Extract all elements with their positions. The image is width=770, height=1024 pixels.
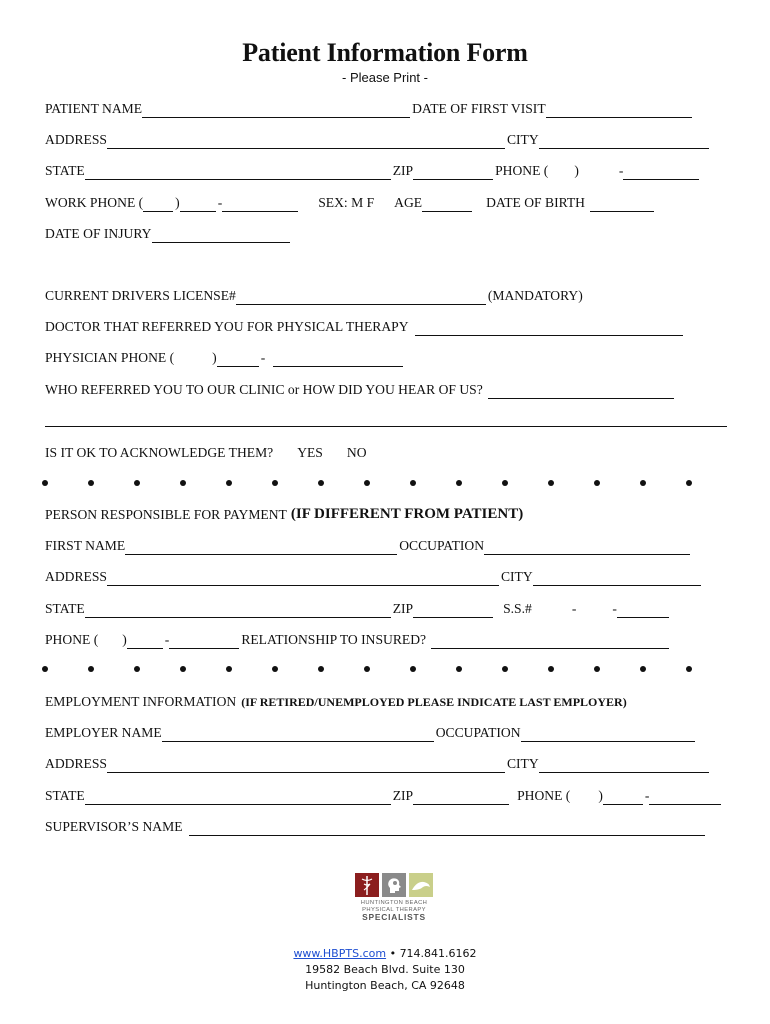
separator-dot [502, 666, 508, 672]
separator-dot [594, 480, 600, 486]
website-link[interactable]: www.HBPTS.com [293, 947, 387, 960]
separator-dot [42, 480, 48, 486]
dot-separator [42, 666, 692, 676]
separator-dot [686, 480, 692, 486]
label-employer: EMPLOYER NAME [45, 725, 162, 740]
license-field[interactable] [236, 290, 486, 305]
work-dash: - [217, 195, 223, 210]
label-state: STATE [45, 788, 85, 803]
separator-dot [226, 480, 232, 486]
label-license: CURRENT DRIVERS LICENSE# [45, 288, 236, 303]
separator-dot [180, 480, 186, 486]
separator-dot [42, 666, 48, 672]
employer-field[interactable] [162, 727, 434, 742]
row-responsible-name [45, 535, 692, 555]
responsible-close-paren: ) [122, 632, 127, 647]
label-dob: DATE OF BIRTH [486, 195, 585, 210]
row-responsible-state [45, 598, 671, 618]
row-responsible-phone [45, 629, 671, 649]
separator-dot [180, 666, 186, 672]
row-patient-name [45, 98, 694, 118]
zip-field[interactable] [413, 165, 493, 180]
row-responsible-address [45, 566, 703, 586]
employment-prefix-field[interactable] [603, 790, 643, 805]
row-license [45, 285, 583, 305]
separator-dot [640, 480, 646, 486]
first-name-field[interactable] [125, 540, 397, 555]
logo-line-1: HUNTINGTON BEACH [360, 900, 428, 906]
row-work-phone [45, 192, 656, 212]
separator-dot [318, 480, 324, 486]
label-phone: PHONE ( [45, 632, 99, 647]
separator-dot [686, 666, 692, 672]
label-address: ADDRESS [45, 756, 107, 771]
dob-field[interactable] [590, 197, 654, 212]
state-field[interactable] [85, 165, 391, 180]
phone-close-paren: ) [574, 163, 579, 178]
label-acknowledge: IS IT OK TO ACKNOWLEDGE THEM? [45, 445, 274, 460]
label-work-phone: WORK PHONE ( [45, 195, 144, 210]
head-profile-icon [382, 873, 406, 897]
clinic-logo [353, 873, 435, 933]
section-responsible-heading [45, 504, 523, 524]
work-close-paren: ) [175, 195, 180, 210]
city-field[interactable] [539, 134, 709, 149]
label-physician-phone: PHYSICIAN PHONE ( [45, 350, 175, 365]
footer-address-1: 19582 Beach Blvd. Suite 130 [305, 963, 465, 976]
first-visit-field[interactable] [546, 103, 692, 118]
separator-dot [410, 666, 416, 672]
separator-dot [134, 666, 140, 672]
phone-field[interactable] [623, 165, 699, 180]
label-zip: ZIP [392, 163, 414, 178]
label-zip: ZIP [392, 788, 414, 803]
separator-dot [640, 666, 646, 672]
ss-dash-1: - [571, 601, 577, 616]
work-phone-field[interactable] [222, 197, 298, 212]
row-acknowledge [45, 442, 367, 462]
label-address: ADDRESS [45, 569, 107, 584]
label-who-referred: WHO REFERRED YOU TO OUR CLINIC or HOW DID YOU HEAR OF US? [45, 382, 483, 397]
logo-line-3: SPECIALISTS [362, 912, 426, 922]
patient-name-field[interactable] [142, 103, 410, 118]
physician-phone-field[interactable] [273, 352, 403, 367]
responsible-dash: - [164, 632, 170, 647]
logo-line-2: PHYSICAL THERAPY [362, 907, 426, 913]
label-first-visit: DATE OF FIRST VISIT [412, 101, 546, 116]
wave-icon [409, 873, 433, 897]
row-employer [45, 722, 697, 742]
footer-contact [0, 946, 770, 994]
row-injury [45, 223, 292, 243]
label-age: AGE [394, 195, 423, 210]
physician-dash: - [260, 350, 266, 365]
doctor-field[interactable] [415, 321, 683, 336]
physician-close-paren: ) [212, 350, 217, 365]
label-occupation: OCCUPATION [399, 538, 485, 553]
row-employment-state [45, 785, 723, 805]
responsible-prefix-field[interactable] [127, 634, 163, 649]
label-mandatory: (MANDATORY) [487, 288, 583, 303]
separator-dot [272, 480, 278, 486]
work-prefix-field[interactable] [180, 197, 216, 212]
separator-dot [226, 666, 232, 672]
footer-phone: 714.841.6162 [399, 947, 477, 960]
footer-separator: • [389, 947, 397, 960]
heading-employment-note: (IF RETIRED/UNEMPLOYED PLEASE INDICATE LAST EMPLOYER) [241, 695, 627, 709]
phone-dash: - [618, 163, 624, 178]
separator-dot [410, 480, 416, 486]
responsible-address-field[interactable] [107, 571, 499, 586]
row-doctor [45, 316, 685, 336]
label-patient-name: PATIENT NAME [45, 101, 143, 116]
responsible-zip-field[interactable] [413, 603, 493, 618]
employment-phone-field[interactable] [649, 790, 721, 805]
supervisor-field[interactable] [189, 821, 705, 836]
row-employment-address [45, 753, 711, 773]
separator-dot [364, 666, 370, 672]
row-who-referred [45, 379, 676, 399]
responsible-state-field[interactable] [85, 603, 391, 618]
separator-dot [318, 666, 324, 672]
dot-separator [42, 480, 692, 490]
ss-field[interactable] [617, 603, 669, 618]
row-supervisor [45, 816, 707, 836]
footer-address-2: Huntington Beach, CA 92648 [305, 979, 465, 992]
separator-dot [548, 666, 554, 672]
label-doctor: DOCTOR THAT REFERRED YOU FOR PHYSICAL THERAPY [45, 319, 409, 334]
responsible-phone-field[interactable] [169, 634, 239, 649]
injury-field[interactable] [152, 228, 290, 243]
address-field[interactable] [107, 134, 505, 149]
label-relationship: RELATIONSHIP TO INSURED? [241, 632, 427, 647]
label-supervisor: SUPERVISOR’S NAME [45, 819, 183, 834]
separator-dot [88, 480, 94, 486]
who-referred-continued-field[interactable] [45, 426, 727, 427]
separator-dot [548, 480, 554, 486]
label-city: CITY [506, 756, 539, 771]
separator-dot [88, 666, 94, 672]
section-employment-heading [45, 691, 627, 711]
label-ss: S.S.# [503, 601, 532, 616]
heading-employment: EMPLOYMENT INFORMATION [45, 694, 237, 709]
employment-close-paren: ) [598, 788, 603, 803]
physician-prefix-field[interactable] [217, 352, 259, 367]
relationship-field[interactable] [431, 634, 669, 649]
label-sex: SEX: M F [318, 195, 375, 210]
form-subtitle: - Please Print - [342, 70, 428, 85]
separator-dot [456, 666, 462, 672]
label-city: CITY [506, 132, 539, 147]
responsible-city-field[interactable] [533, 571, 701, 586]
heading-responsible-note: (IF DIFFERENT FROM PATIENT) [290, 506, 524, 522]
employment-occupation-field[interactable] [521, 727, 695, 742]
label-zip: ZIP [392, 601, 414, 616]
row-patient-address [45, 129, 711, 149]
heading-responsible: PERSON RESPONSIBLE FOR PAYMENT [45, 507, 287, 522]
caduceus-icon [355, 873, 379, 897]
who-referred-field[interactable] [488, 384, 674, 399]
label-city: CITY [500, 569, 533, 584]
label-address: ADDRESS [45, 132, 107, 147]
label-injury: DATE OF INJURY [45, 226, 152, 241]
separator-dot [272, 666, 278, 672]
label-state: STATE [45, 601, 85, 616]
label-state: STATE [45, 163, 85, 178]
employment-state-field[interactable] [85, 790, 391, 805]
employment-zip-field[interactable] [413, 790, 509, 805]
label-phone: PHONE ( [495, 163, 549, 178]
separator-dot [364, 480, 370, 486]
separator-dot [594, 666, 600, 672]
row-physician-phone [45, 347, 405, 367]
ss-dash-2: - [612, 601, 617, 616]
work-area-field[interactable] [143, 197, 173, 212]
label-occupation: OCCUPATION [435, 725, 521, 740]
row-patient-state [45, 160, 701, 180]
label-phone: PHONE ( [517, 788, 571, 803]
form-title: Patient Information Form [242, 38, 528, 67]
separator-dot [502, 480, 508, 486]
age-field[interactable] [422, 197, 472, 212]
occupation-field[interactable] [484, 540, 690, 555]
employment-dash: - [644, 788, 650, 803]
separator-dot [134, 480, 140, 486]
label-first-name: FIRST NAME [45, 538, 126, 553]
employment-city-field[interactable] [539, 758, 709, 773]
option-yes[interactable]: YES [297, 445, 323, 460]
logo-text [353, 900, 435, 921]
employment-address-field[interactable] [107, 758, 505, 773]
option-no[interactable]: NO [346, 445, 367, 460]
separator-dot [456, 480, 462, 486]
